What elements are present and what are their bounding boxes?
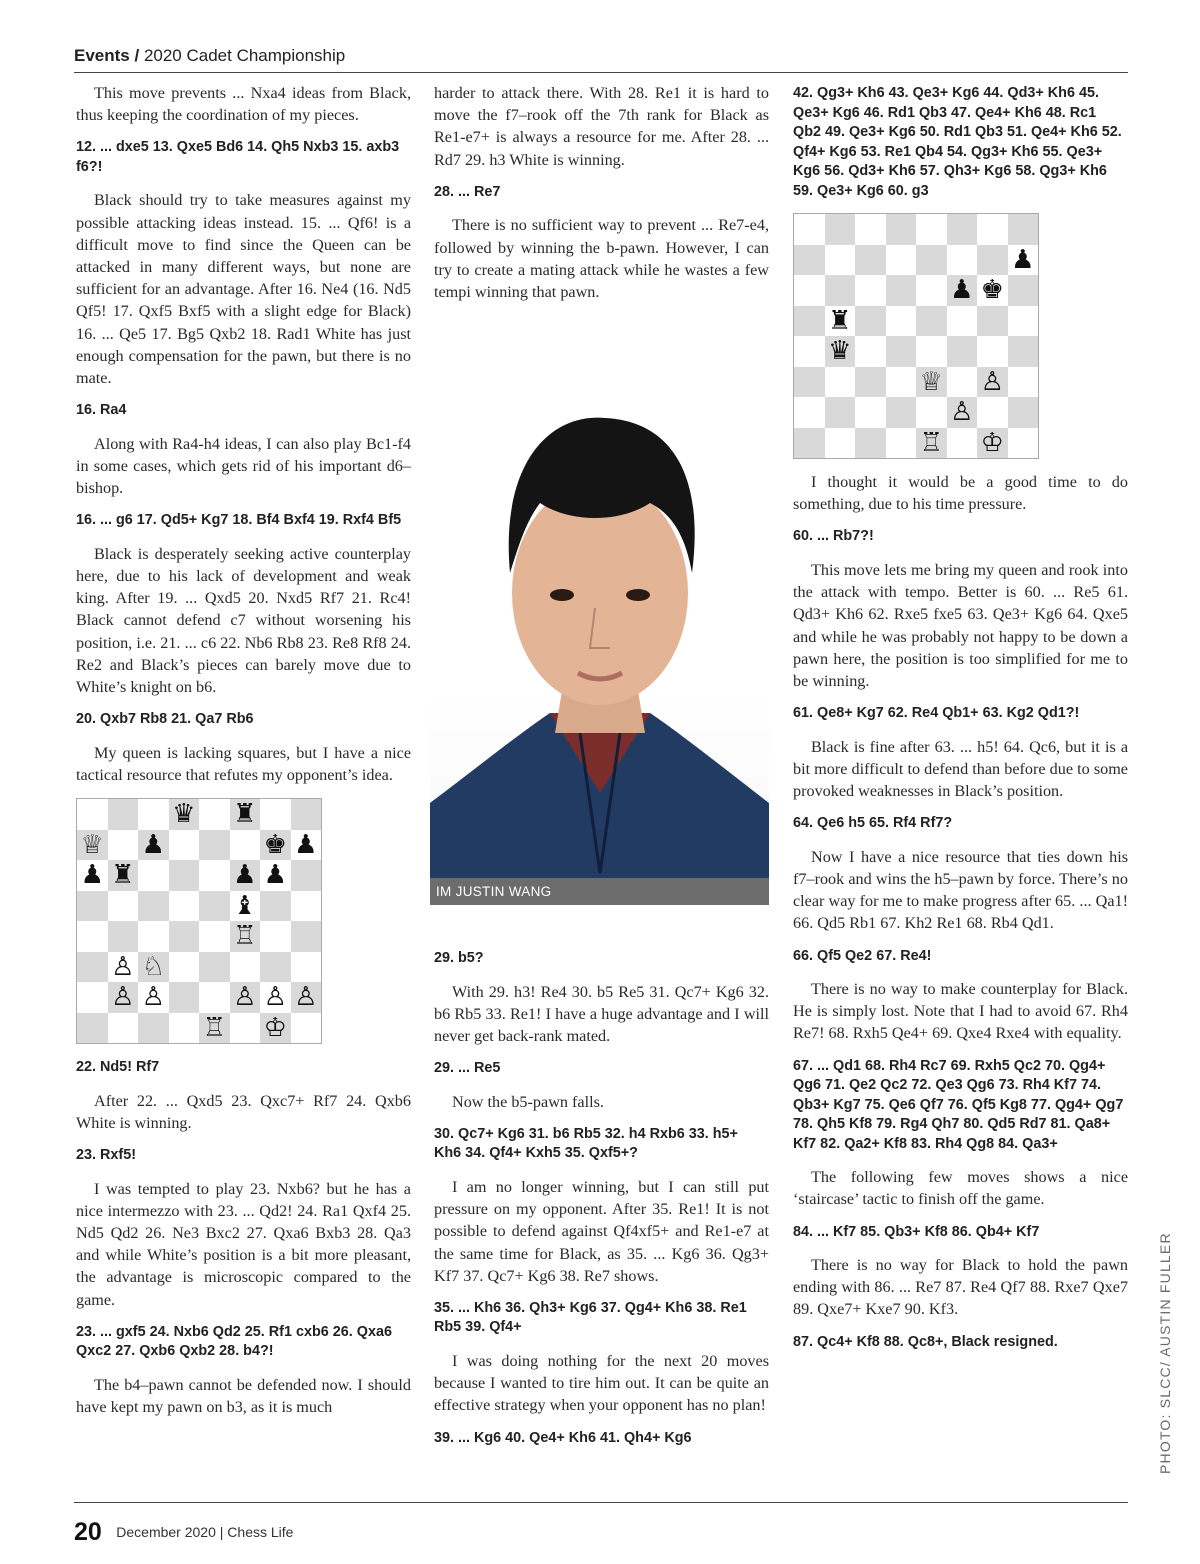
- board-square-b3: [825, 367, 856, 398]
- board-square-a5: [794, 306, 825, 337]
- board-square-b1: [825, 428, 856, 459]
- board-square-g1: [260, 1013, 291, 1044]
- board-square-a3: [77, 952, 108, 983]
- move-line: 20. Qxb7 Rb8 21. Qa7 Rb6: [76, 711, 254, 728]
- white-queen-icon: ♕: [919, 366, 943, 397]
- board-square-c4: [138, 921, 169, 952]
- board-square-d4: [169, 921, 200, 952]
- board-square-d4: [886, 336, 917, 367]
- board-square-g8: [260, 799, 291, 830]
- board-square-b4: [825, 336, 856, 367]
- move-line: 16. Ra4: [76, 402, 127, 419]
- white-pawn-icon: ♙: [263, 982, 287, 1013]
- move-line: 23. Rxf5!: [76, 1147, 136, 1164]
- black-pawn-icon: ♟: [1011, 244, 1035, 275]
- board-square-h6: [291, 860, 322, 891]
- white-king-icon: ♔: [980, 427, 1004, 458]
- board-square-f4: [230, 921, 261, 952]
- board-square-b6: [108, 860, 139, 891]
- move-line: 22. Nd5! Rf7: [76, 1059, 160, 1076]
- board-square-b3: [108, 952, 139, 983]
- board-square-b6: [825, 275, 856, 306]
- board-square-h7: [291, 830, 322, 861]
- board-square-e1: [916, 428, 947, 459]
- board-square-c3: [855, 367, 886, 398]
- board-square-c5: [138, 891, 169, 922]
- board-square-h7: [1008, 245, 1039, 276]
- board-square-d2: [169, 982, 200, 1013]
- board-square-e8: [916, 214, 947, 245]
- board-square-h5: [291, 891, 322, 922]
- white-pawn-icon: ♙: [111, 951, 135, 982]
- board-square-f2: [947, 397, 978, 428]
- board-square-a7: [794, 245, 825, 276]
- photo-credit: PHOTO: SLCC/ AUSTIN FULLER: [1157, 1232, 1173, 1474]
- move-line: 23. ... gxf5 24. Nxb6 Qd2 25. Rf1 cxb6 26. Qxa6 Qxc2 27. Qxb6 Qxb2 28. b4?!: [76, 1323, 392, 1360]
- black-king-icon: ♚: [263, 829, 287, 860]
- board-square-e1: [199, 1013, 230, 1044]
- board-square-a2: [794, 397, 825, 428]
- board-square-a1: [794, 428, 825, 459]
- paragraph: I was tempted to play 23. Nxb6? but he has a nice intermezzo with 23. ... Qd2! 24. Ra1 Qxf4 25. Nd5 Qd2 26. Ne3 Bxc2 27. Qxa6 Bxb3 28. Qa3 and while White’s position is a bit more pleasant, the advantage is microscopic compared to the game.: [76, 1179, 411, 1309]
- black-king-icon: ♚: [980, 275, 1004, 306]
- paragraph: Black is desperately seeking active counterplay here, due to his lack of development and weak king. After 19. ... Qxd5 20. Nxd5 Rf7 21. Rc4! Black cannot defend c7 without worsening his position, i.e. 21. ... c6 22. Nb6 Rb8 23. Re8 Rf8 24. Re2 and Black’s pieces can barely move due to White’s knight on b6.: [76, 544, 411, 697]
- board-square-a6: [77, 860, 108, 891]
- board-square-b1: [108, 1013, 139, 1044]
- board-square-h2: [291, 982, 322, 1013]
- paragraph: Along with Ra4-h4 ideas, I can also play Bc1-f4 in some cases, which gets rid of his important d6–bishop.: [76, 434, 411, 498]
- paragraph: The b4–pawn cannot be defended now. I should have kept my pawn on b3, as it is much: [76, 1375, 411, 1416]
- board-square-c3: [138, 952, 169, 983]
- move-line: 29. ... Re5: [434, 1060, 501, 1077]
- move-line: 29. b5?: [434, 950, 484, 967]
- board-square-f7: [947, 245, 978, 276]
- white-rook-icon: ♖: [919, 427, 943, 458]
- board-square-h4: [1008, 336, 1039, 367]
- board-square-g2: [260, 982, 291, 1013]
- paragraph: This move prevents ... Nxa4 ideas from Black, thus keeping the coordination of my pieces.: [76, 84, 411, 125]
- move-line: 39. ... Kg6 40. Qe4+ Kh6 41. Qh4+ Kg6: [434, 1429, 692, 1446]
- white-pawn-icon: ♙: [111, 982, 135, 1013]
- board-square-g4: [260, 921, 291, 952]
- board-square-c7: [855, 245, 886, 276]
- white-pawn-icon: ♙: [294, 982, 318, 1013]
- board-square-d5: [886, 306, 917, 337]
- board-square-d5: [169, 891, 200, 922]
- board-square-h1: [291, 1013, 322, 1044]
- board-square-e5: [916, 306, 947, 337]
- black-rook-icon: ♜: [111, 860, 135, 891]
- board-square-d7: [169, 830, 200, 861]
- board-square-g1: [977, 428, 1008, 459]
- board-square-g3: [260, 952, 291, 983]
- board-square-e4: [199, 921, 230, 952]
- black-pawn-icon: ♟: [294, 829, 318, 860]
- paragraph: There is no way to make counterplay for Black. He is simply lost. Note that I had to avoid 67. Rh4 Re7! 68. Rxh5 Qe4+ 69. Qxe4 Rxe4 with equality.: [793, 980, 1128, 1043]
- move-line: 61. Qe8+ Kg7 62. Re4 Qb1+ 63. Kg2 Qd1?!: [793, 705, 1080, 722]
- board-square-f6: [230, 860, 261, 891]
- page-footer: [74, 1518, 293, 1547]
- board-square-a4: [77, 921, 108, 952]
- board-square-e7: [199, 830, 230, 861]
- board-square-b8: [825, 214, 856, 245]
- board-square-d7: [886, 245, 917, 276]
- board-square-a3: [794, 367, 825, 398]
- board-square-c2: [855, 397, 886, 428]
- board-square-e5: [199, 891, 230, 922]
- black-pawn-icon: ♟: [233, 860, 257, 891]
- move-line: 28. ... Re7: [434, 183, 501, 200]
- board-square-f8: [947, 214, 978, 245]
- board-square-f5: [947, 306, 978, 337]
- board-square-f6: [947, 275, 978, 306]
- board-square-e3: [199, 952, 230, 983]
- board-square-f3: [947, 367, 978, 398]
- board-square-f3: [230, 952, 261, 983]
- board-square-c1: [138, 1013, 169, 1044]
- black-pawn-icon: ♟: [950, 275, 974, 306]
- black-rook-icon: ♜: [233, 799, 257, 830]
- board-square-a8: [77, 799, 108, 830]
- board-square-d6: [169, 860, 200, 891]
- move-line: 30. Qc7+ Kg6 31. b6 Rb5 32. h4 Rxb6 33. h5+ Kh6 34. Qf4+ Kxh5 35. Qxf5+?: [434, 1125, 738, 1162]
- board-square-b4: [108, 921, 139, 952]
- board-square-c5: [855, 306, 886, 337]
- board-square-e6: [916, 275, 947, 306]
- black-pawn-icon: ♟: [141, 829, 165, 860]
- move-line: 12. ... dxe5 13. Qxe5 Bd6 14. Qh5 Nxb3 15. axb3 f6?!: [76, 139, 400, 175]
- board-square-g6: [977, 275, 1008, 306]
- board-square-e4: [916, 336, 947, 367]
- white-king-icon: ♔: [263, 1012, 287, 1043]
- black-bishop-icon: ♝: [233, 890, 257, 921]
- paragraph: I was doing nothing for the next 20 moves because I wanted to tire him out. It can be quite an effective strategy when your opponent has no plan!: [434, 1351, 769, 1415]
- board-square-h1: [1008, 428, 1039, 459]
- move-line: 84. ... Kf7 85. Qb3+ Kf8 86. Qb4+ Kf7: [793, 1223, 1040, 1240]
- white-pawn-icon: ♙: [980, 366, 1004, 397]
- board-square-g5: [977, 306, 1008, 337]
- white-pawn-icon: ♙: [950, 397, 974, 428]
- paragraph: I thought it would be a good time to do something, due to his time pressure.: [793, 473, 1128, 514]
- paragraph: Now I have a nice resource that ties down his f7–rook and wins the h5–pawn by force. There’s no clear way for me to make progress after 65. ... Qa1! 66. Qd5 Rb1 67. Kh2 Re1 68. Rb4 Qd1.: [793, 847, 1128, 933]
- board-square-c8: [138, 799, 169, 830]
- board-square-c1: [855, 428, 886, 459]
- move-line: 67. ... Qd1 68. Rh4 Rc7 69. Rxh5 Qc2 70. Qg4+ Qg6 71. Qe2 Qc2 72. Qe3 Qg6 73. Rh4 Kf7 74. Qb3+ Kg7 75. Qe6 Qf7 76. Qf5 Kg8 77. Qg4+ Qg7 78. Qh5 Kf8 79. Rg4 Qh7 80. Qd5 Rd7 81. Qa8+ Kf7 82. Qa2+ Kf8 83. Rh4 Qg8 84. Qa3+: [793, 1057, 1124, 1152]
- board-square-f8: [230, 799, 261, 830]
- board-square-a8: [794, 214, 825, 245]
- board-square-b8: [108, 799, 139, 830]
- paragraph: This move lets me bring my queen and rook into the attack with tempo. Better is 60. ... Re5 61. Qd3+ Kh6 62. Rxe5 fxe5 63. Qe3+ Kg6 64. Qxe5 and while he was probably not happy to be down a pawn here, the position is too simplified for me to be winning.: [793, 560, 1128, 690]
- board-square-f1: [947, 428, 978, 459]
- white-pawn-icon: ♙: [141, 982, 165, 1013]
- board-square-a2: [77, 982, 108, 1013]
- board-square-h4: [291, 921, 322, 952]
- board-square-h5: [1008, 306, 1039, 337]
- board-square-b7: [825, 245, 856, 276]
- board-square-a4: [794, 336, 825, 367]
- column-2: [434, 82, 769, 1460]
- board-square-f7: [230, 830, 261, 861]
- board-square-c7: [138, 830, 169, 861]
- chess-diagram-2: [793, 213, 1039, 459]
- board-square-e6: [199, 860, 230, 891]
- board-square-a6: [794, 275, 825, 306]
- player-photo: [430, 373, 769, 905]
- move-line: 42. Qg3+ Kh6 43. Qe3+ Kg6 44. Qd3+ Kh6 45. Qe3+ Kg6 46. Rd1 Qb3 47. Qe4+ Kh6 48. Rc1 Qb2 49. Qe3+ Kg6 50. Rd1 Qb3 51. Qe4+ Kh6 52. Qf4+ Kg6 53. Re1 Qb4 54. Qg3+ Kh6 55. Qe3+ Kg6 56. Qd3+ Kh6 57. Qh3+ Kg6 58. Qg3+ Kh6 59. Qe3+ Kg6 60. g3: [793, 85, 1122, 199]
- board-square-d1: [886, 428, 917, 459]
- paragraph: The following few moves shows a nice ‘staircase’ tactic to finish off the game.: [793, 1168, 1128, 1209]
- board-square-b5: [108, 891, 139, 922]
- move-line: 64. Qe6 h5 65. Rf4 Rf7?: [793, 815, 953, 832]
- board-square-h8: [291, 799, 322, 830]
- paragraph: Now the b5-pawn falls.: [452, 1092, 604, 1111]
- paragraph: I am no longer winning, but I can still put pressure on my opponent. After 35. Re1! It is not possible to defend against Qf4xf5+ and Re1-e7 at the same time for Black, as 35. ... Kg6 36. Qg3+ Kf7 37. Qc7+ Kg6 38. Re7 shows.: [434, 1177, 769, 1285]
- board-square-f5: [230, 891, 261, 922]
- board-square-f2: [230, 982, 261, 1013]
- white-rook-icon: ♖: [202, 1012, 226, 1043]
- board-square-d3: [169, 952, 200, 983]
- white-knight-icon: ♘: [141, 951, 165, 982]
- photo-caption: IM JUSTIN WANG: [430, 878, 769, 905]
- board-square-e3: [916, 367, 947, 398]
- board-square-d3: [886, 367, 917, 398]
- board-square-d1: [169, 1013, 200, 1044]
- board-square-c6: [138, 860, 169, 891]
- footer-divider: [74, 1502, 1128, 1503]
- paragraph: Black is fine after 63. ... h5! 64. Qc6, but it is a bit more difficult to defend than before due to some provoked weaknesses in Black’s position.: [793, 737, 1128, 801]
- section-label: Events /: [74, 46, 140, 65]
- board-square-f4: [947, 336, 978, 367]
- board-square-h6: [1008, 275, 1039, 306]
- board-square-g8: [977, 214, 1008, 245]
- white-rook-icon: ♖: [233, 921, 257, 952]
- board-square-g3: [977, 367, 1008, 398]
- chess-diagram-1: [76, 798, 322, 1044]
- board-square-h8: [1008, 214, 1039, 245]
- board-square-b7: [108, 830, 139, 861]
- page-header: [74, 46, 1128, 73]
- black-rook-icon: ♜: [828, 305, 852, 336]
- board-square-e7: [916, 245, 947, 276]
- board-square-h3: [1008, 367, 1039, 398]
- spacer: [434, 905, 769, 949]
- move-line: 16. ... g6 17. Qd5+ Kg7 18. Bf4 Bxf4 19. Rxf4 Bf5: [76, 512, 402, 529]
- board-square-f1: [230, 1013, 261, 1044]
- board-square-c8: [855, 214, 886, 245]
- page-number: 20: [74, 1518, 102, 1546]
- board-square-c4: [855, 336, 886, 367]
- board-square-d2: [886, 397, 917, 428]
- black-pawn-icon: ♟: [80, 860, 104, 891]
- board-square-a7: [77, 830, 108, 861]
- column-3: [793, 84, 1128, 1364]
- board-square-a5: [77, 891, 108, 922]
- board-square-d6: [886, 275, 917, 306]
- paragraph: There is no way for Black to hold the pawn ending with 86. ... Re7 87. Re4 Qf7 88. Rxe7 Qxe7 89. Qxe7+ Kxe7 90. Kf3.: [793, 1256, 1128, 1319]
- board-square-a1: [77, 1013, 108, 1044]
- issue-info: December 2020 | Chess Life: [116, 1524, 294, 1540]
- move-line: 87. Qc4+ Kf8 88. Qc8+, Black resigned.: [793, 1333, 1058, 1350]
- black-pawn-icon: ♟: [263, 860, 287, 891]
- move-line: 66. Qf5 Qe2 67. Re4!: [793, 947, 932, 964]
- board-square-h2: [1008, 397, 1039, 428]
- black-queen-icon: ♛: [172, 799, 196, 830]
- paragraph: harder to attack there. With 28. Re1 it is hard to move the f7–rook off the 7th rank for Black as Re1-e7+ is always a resource for me. After 28. ... Rd7 29. h3 White is winning.: [434, 84, 769, 169]
- portrait-illustration: [430, 373, 769, 905]
- paragraph: With 29. h3! Re4 30. b5 Re5 31. Qc7+ Kg6 32. b6 Rb5 33. Re1! I have a huge advantage and I will never get back-rank mated.: [434, 982, 769, 1046]
- black-queen-icon: ♛: [828, 336, 852, 367]
- white-queen-icon: ♕: [80, 829, 104, 860]
- paragraph: Black should try to take measures against my possible attacking ideas instead. 15. ... Qf6! is a difficult move to find since the Queen can be attacked in many different ways, but none are sufficient for an advantage. After 16. Ne4 (16. Nd5 Qf5! 17. Qxf5 Bxf5 with a slight edge for Black) 16. ... Qe5 17. Bg5 Qxb2 18. Rad1 White has just enough compensation for the pawn, but there is no mate.: [76, 191, 411, 388]
- board-square-c6: [855, 275, 886, 306]
- board-square-e2: [199, 982, 230, 1013]
- paragraph: After 22. ... Qxd5 23. Qxc7+ Rf7 24. Qxb6 White is winning.: [76, 1091, 411, 1132]
- board-square-d8: [886, 214, 917, 245]
- board-square-g5: [260, 891, 291, 922]
- board-square-c2: [138, 982, 169, 1013]
- board-square-h3: [291, 952, 322, 983]
- article-title: 2020 Cadet Championship: [143, 46, 346, 65]
- white-pawn-icon: ♙: [233, 982, 257, 1013]
- board-square-d8: [169, 799, 200, 830]
- board-square-b2: [108, 982, 139, 1013]
- board-square-g7: [260, 830, 291, 861]
- paragraph: My queen is lacking squares, but I have a nice tactical resource that refutes my opponent’s idea.: [76, 743, 411, 784]
- board-square-g2: [977, 397, 1008, 428]
- paragraph: There is no sufficient way to prevent ... Re7-e4, followed by winning the b-pawn. However, I can try to create a mating attack while he wastes a few tempi winning that pawn.: [434, 216, 769, 301]
- board-square-b2: [825, 397, 856, 428]
- board-square-b5: [825, 306, 856, 337]
- column-1: [76, 82, 411, 1430]
- move-line: 35. ... Kh6 36. Qh3+ Kg6 37. Qg4+ Kh6 38. Re1 Rb5 39. Qf4+: [434, 1299, 747, 1336]
- move-line: 60. ... Rb7?!: [793, 528, 874, 545]
- board-square-e8: [199, 799, 230, 830]
- board-square-e2: [916, 397, 947, 428]
- board-square-g7: [977, 245, 1008, 276]
- board-square-g6: [260, 860, 291, 891]
- board-square-g4: [977, 336, 1008, 367]
